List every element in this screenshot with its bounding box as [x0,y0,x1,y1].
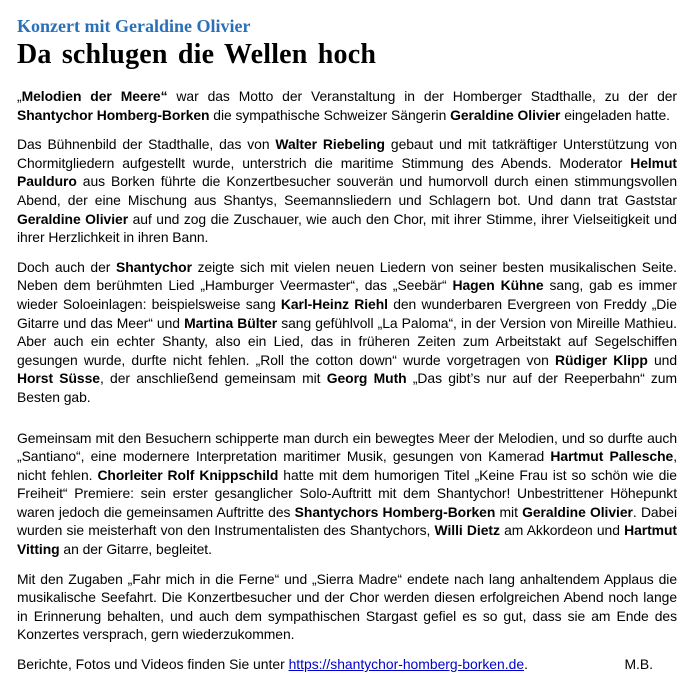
bold-text-run: Shantychors Homberg-Borken [294,503,496,520]
bold-text-run: Martina Bülter [184,314,278,331]
bold-text-run: Karl-Heinz Riehl [280,295,388,312]
text-run: gebaut und mit tatkräftiger Unterstützung von Chormitgliedern aufgestellt wurde, unterstrich die maritime Stimmung des Abends. Moderator [17,136,677,171]
bold-text-run: Helmut Paulduro [17,154,677,190]
text-run: Das Bühnenbild der Stadthalle, das von [17,136,276,153]
text-run: , nicht fehlen. [17,448,677,483]
article-paragraph [17,258,677,407]
bold-text-run: Geraldine Olivier [450,106,561,123]
bold-text-run: Walter Riebeling [275,136,385,153]
text-run: „Das gibt’s nur auf der Reeperbahn“ zum Besten gab. [17,370,677,405]
bold-text-run: Geraldine Olivier [17,210,129,227]
text-run: mit [495,503,523,520]
text-run: die sympathische Schweizer Sängerin [209,106,451,123]
text-run: an der Gitarre, begleitet. [59,541,212,558]
text-run: sang, gab es immer wieder Soloeinlagen: beispielsweise sang [17,277,677,312]
footer-note [17,655,528,674]
text-run: hatte mit dem humorigen Titel „Keine Frau ist so schön wie die Freiheit“ Premiere: sein erster gesanglicher Solo-Auftritt mit dem Shantychor! Unbestrittener Höhepunkt waren jedoch die gemeinsamen Auftritte des [17,466,677,520]
text-run: sang gefühlvoll „La Paloma“, in der Version von Mireille Mathieu. Aber auch ein echter Shanty, also ein Lied, das in früheren Zeiten zum Arbeitstakt auf Segelschiffen gesungen wurde, durfte nicht fehlen. „Roll the cotton down“ wurde vorgetragen von [17,314,677,368]
text-run: aus Borken führte die Konzertbesucher souverän und humorvoll durch einen stimmungsvollen Abend, der eine Mischung aus Shantys, Seemannsliedern und Schlagern bot. Und dann trat Gaststar [17,173,677,208]
bold-text-run: Georg Muth [326,370,407,387]
bold-text-run: Shantychor Homberg-Borken [17,106,210,123]
bold-text-run: Rüdiger Klipp [554,351,648,368]
bold-text-run: Hartmut Pallesche [550,448,674,465]
text-run: , der anschließend gemeinsam mit [99,370,327,387]
article-paragraph [17,570,677,644]
text-run: Gemeinsam mit den Besuchern schipperte man durch ein bewegtes Meer der Melodien, und so durfte auch „Santiano“, eine modernere Interpretation maritimer Musik, gesungen von Kamerad [17,429,677,465]
article-paragraph [17,429,677,559]
bold-text-run: Willi Dietz [434,522,500,539]
bold-text-run: Horst Süsse [17,370,100,387]
text-run: und [647,351,677,368]
article-kicker: Konzert mit Geraldine Olivier [17,16,251,36]
article-headline: Da schlugen die Wellen hoch [17,39,377,70]
text-run: war das Motto der Veranstaltung in der Homberger Stadthalle, zu der der [167,88,677,104]
text-run: Mit den Zugaben „Fahr mich in die Ferne“ und „Sierra Madre“ endete nach lang anhaltendem Applaus die musikalische Seefahrt. Die Konzertbesucher und der Chor werden diesen erfolgreichen Abend noch lange in Erinnerung behalten, und auch dem sympathischen Stargast gefiel es so gut, dass sie am Ende des Konzertes versprach, gern wiederzukommen. [17,570,677,643]
text-run: am Akkordeon und [499,522,625,539]
bold-text-run: Melodien der Meere“ [21,88,168,104]
website-link[interactable]: https://shantychor-homberg-borken.de [288,656,525,673]
text-run: zeigte sich mit vielen neuen Liedern von seiner besten musikalischen Seite. Neben dem berühmten Lied „Hamburger Veermaster“, das „Seebär“ [17,258,677,294]
text-run: auf und zog die Zuschauer, wie auch den Chor, mit ihrer Stimme, ihrer Vielseitigkeit und ihrer Herzlichkeit in ihren Bann. [17,210,677,246]
text-run: „ [17,88,22,104]
bold-text-run: Chorleiter Rolf Knippschild [97,466,279,483]
bold-text-run: Hartmut Vitting [17,522,677,558]
bold-text-run: Shantychor [116,258,192,275]
footer-text: Berichte, Fotos und Videos finden Sie unter [17,656,289,673]
article-paragraph [17,135,677,247]
author-initials: M.B. [624,656,653,673]
text-run: eingeladen hatte. [560,106,670,123]
article-paragraph [17,87,677,124]
text-run: den wunderbaren Evergreen von Freddy „Die Gitarre und das Meer“ und [17,295,677,331]
bold-text-run: Geraldine Olivier [522,503,633,520]
article-footer [17,655,677,674]
text-run: Doch auch der [17,258,117,275]
text-run: . Dabei wurden sie meisterhaft von den Instrumentalisten des Shantychors, [17,503,677,539]
footer-period: . [524,656,528,673]
bold-text-run: Hagen Kühne [452,277,544,294]
